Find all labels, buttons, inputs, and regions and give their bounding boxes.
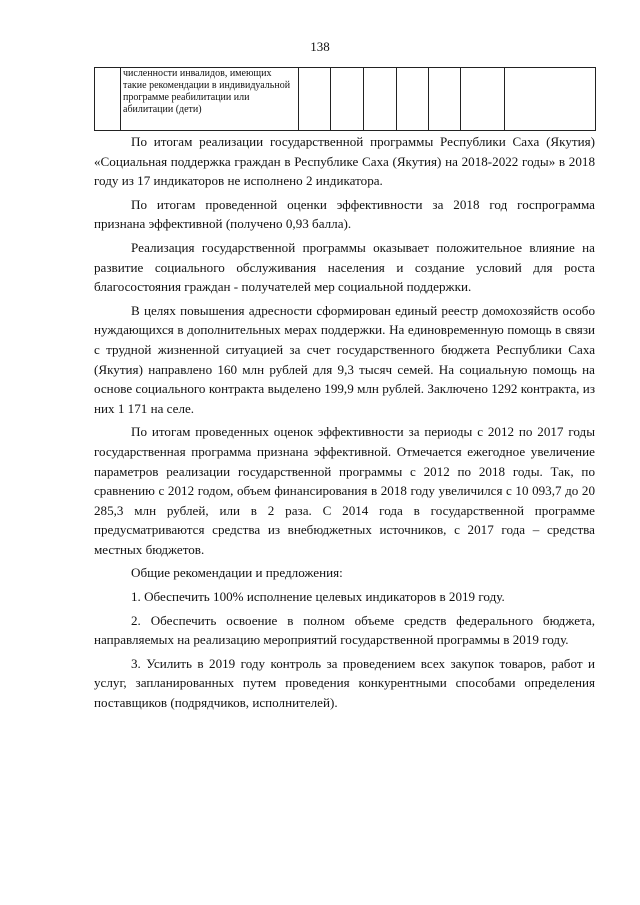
list-item: 1. Обеспечить 100% исполнение целевых индикаторов в 2019 году. bbox=[131, 589, 505, 605]
paragraph: По итогам реализации государственной программы Республики Саха (Якутия) «Социальная поддержка граждан в Республике Саха (Якутия) на 2018-2022 годы» в 2018 году из 17 индикаторов не исполнено 2 индикатора. bbox=[94, 134, 595, 189]
paragraph: По итогам проведенных оценок эффективности за периоды с 2012 по 2017 годы государственная программа признана эффективной. Отмечается ежегодное увеличение параметров реализации государственной программы с 2012 по 2018 годы. Так, по сравнению с 2012 годом, объем финансирования в 2018 году увеличился с 10 093,7 до 20 285,3 млн рублей, или в 2 раза. С 2014 года в государственной программе предусматриваются средства из внебюджетных источников, с 2017 года – средства местных бюджетов. bbox=[94, 424, 595, 557]
table-cell bbox=[364, 68, 397, 131]
table-cell bbox=[95, 68, 121, 131]
paragraph: Общие рекомендации и предложения: bbox=[131, 565, 343, 581]
paragraph: В целях повышения адресности сформирован единый реестр домохозяйств особо нуждающихся в дополнительных мерах поддержки. На единовременную помощь в связи с трудной жизненной ситуацией за счет государственного бюджета Республики Саха (Якутия) направлено 160 млн рублей для 9,3 тысяч семей. На социальную помощь на основе социального контракта выделено 199,9 млн рублей. Заключено 1292 контракта, из них 1 171 на селе. bbox=[94, 302, 595, 416]
list-item: 2. Обеспечить освоение в полном объеме средств федерального бюджета, направляемых на реализацию мероприятий государственной программы в 2019 году. bbox=[94, 612, 595, 648]
table-cell bbox=[397, 68, 429, 131]
document-body bbox=[94, 132, 595, 717]
paragraph: По итогам проведенной оценки эффективности за 2018 год госпрограмма признана эффективной (получено 0,93 балла). bbox=[94, 196, 595, 232]
table-row bbox=[95, 68, 596, 131]
table-cell bbox=[121, 68, 299, 131]
page-number: 138 bbox=[310, 39, 330, 54]
table-continuation bbox=[94, 67, 596, 131]
indicator-name-text: численности инвалидов, имеющих такие рекомендации в индивидуальной программе реабилитации или абилитации (дети) bbox=[123, 68, 291, 115]
table-cell bbox=[429, 68, 461, 131]
table-cell bbox=[505, 68, 596, 131]
paragraph: Реализация государственной программы оказывает положительное влияние на развитие социального обслуживания населения и создание условий для роста благосостояния граждан - получателей мер социальной поддержки. bbox=[94, 239, 595, 295]
table-cell bbox=[461, 68, 505, 131]
table-cell bbox=[331, 68, 364, 131]
table-cell bbox=[299, 68, 331, 131]
list-item: 3. Усилить в 2019 году контроль за проведением всех закупок товаров, работ и услуг, запланированных путем проведения конкурентными способами определения поставщиков (подрядчиков, исполнителей). bbox=[94, 655, 595, 711]
